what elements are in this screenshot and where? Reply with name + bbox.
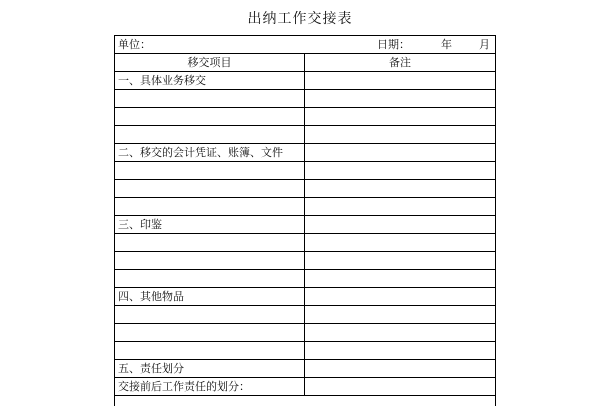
item-cell[interactable] — [115, 342, 305, 359]
table-row — [115, 216, 495, 234]
header-remarks-column: 备注 — [389, 56, 411, 69]
remarks-cell[interactable] — [305, 72, 498, 89]
table-row — [115, 162, 495, 180]
table-row — [115, 306, 495, 324]
remarks-cell[interactable] — [305, 90, 498, 107]
unit-label: 单位： — [118, 38, 151, 51]
handover-table — [114, 35, 496, 406]
table-row — [115, 342, 495, 360]
year-label: 年 — [441, 38, 452, 51]
remarks-cell[interactable] — [305, 360, 498, 377]
header-item-column: 移交项目 — [115, 54, 305, 71]
remarks-cell[interactable] — [305, 162, 498, 179]
item-cell[interactable] — [115, 324, 305, 341]
remarks-cell[interactable] — [305, 324, 498, 341]
item-cell[interactable]: 三、印鉴 — [115, 216, 305, 233]
remarks-cell[interactable] — [305, 270, 498, 287]
table-row — [115, 324, 495, 342]
remarks-cell[interactable] — [305, 252, 498, 269]
table-row — [115, 378, 495, 396]
item-cell[interactable]: 四、其他物品 — [115, 288, 305, 305]
item-cell[interactable] — [115, 270, 305, 287]
table-row — [115, 108, 495, 126]
remarks-cell[interactable] — [305, 126, 498, 143]
item-cell[interactable] — [115, 108, 305, 125]
table-row — [115, 288, 495, 306]
document-title: 出纳工作交接表 — [247, 11, 353, 27]
item-cell[interactable] — [115, 306, 305, 323]
remarks-cell[interactable] — [305, 234, 498, 251]
item-cell[interactable] — [115, 162, 305, 179]
table-row — [115, 90, 495, 108]
remarks-cell[interactable] — [305, 144, 498, 161]
table-row — [115, 198, 495, 216]
item-cell[interactable] — [115, 180, 305, 197]
remarks-cell[interactable] — [305, 306, 498, 323]
remarks-cell[interactable] — [305, 288, 498, 305]
item-cell[interactable]: 二、移交的会计凭证、账簿、文件 — [115, 144, 305, 161]
table-row — [115, 72, 495, 90]
item-cell[interactable] — [115, 198, 305, 215]
unit-date-row — [115, 36, 495, 54]
table-header-row — [115, 54, 495, 72]
remarks-cell[interactable] — [305, 216, 498, 233]
item-cell[interactable] — [115, 90, 305, 107]
item-cell[interactable] — [115, 126, 305, 143]
remarks-cell[interactable] — [305, 108, 498, 125]
table-row — [115, 234, 495, 252]
item-cell[interactable] — [115, 252, 305, 269]
item-cell[interactable]: 一、具体业务移交 — [115, 72, 305, 89]
remarks-cell[interactable] — [305, 378, 498, 395]
table-row — [115, 360, 495, 378]
month-label: 月 — [479, 38, 490, 51]
item-cell[interactable]: 交接前后工作责任的划分： — [115, 378, 305, 395]
table-row — [115, 270, 495, 288]
remarks-cell[interactable] — [305, 342, 498, 359]
table-row — [115, 144, 495, 162]
date-label: 日期： — [377, 38, 410, 51]
table-row — [115, 126, 495, 144]
remarks-cell[interactable] — [305, 180, 498, 197]
table-row — [115, 180, 495, 198]
item-cell[interactable]: 五、责任划分 — [115, 360, 305, 377]
table-row — [115, 252, 495, 270]
remarks-cell[interactable] — [305, 198, 498, 215]
item-cell[interactable] — [115, 234, 305, 251]
